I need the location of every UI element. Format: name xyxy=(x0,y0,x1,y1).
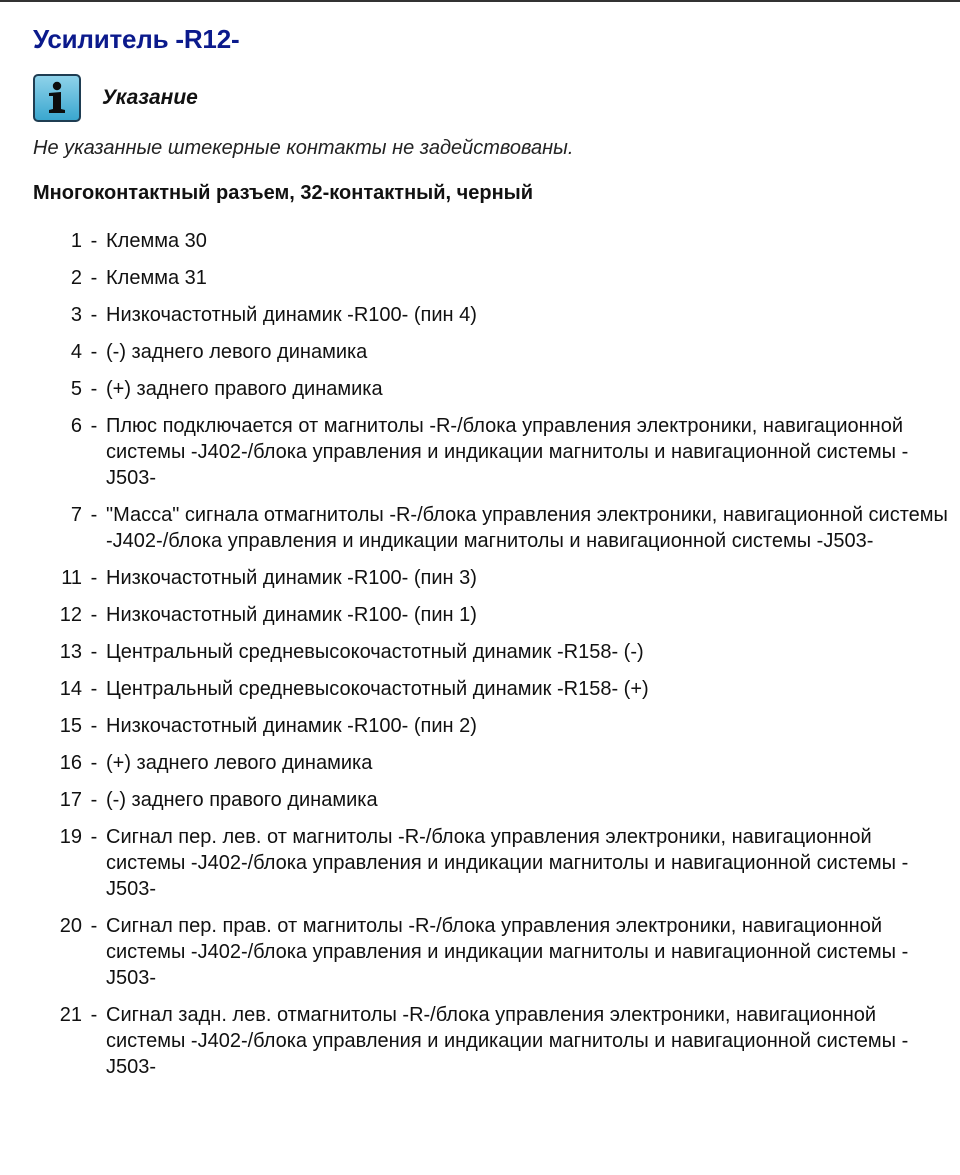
list-item xyxy=(0,376,960,402)
note-title: Указание xyxy=(102,86,198,109)
pin-dash: - xyxy=(90,752,98,774)
pin-number: 19 xyxy=(59,826,82,848)
pin-description: Низкочастотный динамик -R100- (пин 3) xyxy=(106,567,477,589)
pin-dash: - xyxy=(90,267,98,289)
pin-number: 16 xyxy=(59,752,82,774)
list-item xyxy=(0,265,960,291)
pin-number: 20 xyxy=(59,915,82,937)
pin-description: (+) заднего левого динамика xyxy=(106,752,373,774)
note-text: Не указанные штекерные контакты не задействованы. xyxy=(33,137,574,159)
pin-description: Клемма 31 xyxy=(106,267,207,289)
list-item xyxy=(0,228,960,254)
pin-description: Клемма 30 xyxy=(106,230,207,252)
pin-dash: - xyxy=(90,641,98,663)
pin-description: "Масса" сигнала отмагнитолы -R-/блока управления электроники, навигационной системы -J402-/блока управления и индикации магнитолы и навигационной системы -J503- xyxy=(106,504,948,552)
list-item xyxy=(0,824,960,902)
pin-description: Центральный средневысокочастотный динамик -R158- (+) xyxy=(106,678,649,700)
pin-number: 14 xyxy=(59,678,82,700)
note-header xyxy=(33,72,198,124)
pin-description: Сигнал задн. лев. отмагнитолы -R-/блока управления электроники, навигационной системы -J402-/блока управления и индикации магнитолы и навигационной системы -J503- xyxy=(106,1004,909,1078)
pin-number: 3 xyxy=(70,304,82,326)
info-icon xyxy=(33,74,81,122)
pin-dash: - xyxy=(90,567,98,589)
pin-dash: - xyxy=(90,789,98,811)
list-item xyxy=(0,602,960,628)
pin-dash: - xyxy=(90,826,98,848)
pin-number: 13 xyxy=(59,641,82,663)
pin-description: Низкочастотный динамик -R100- (пин 2) xyxy=(106,715,477,737)
pin-dash: - xyxy=(90,715,98,737)
pin-description: Низкочастотный динамик -R100- (пин 1) xyxy=(106,604,477,626)
list-item xyxy=(0,787,960,813)
list-item xyxy=(0,302,960,328)
list-item xyxy=(0,339,960,365)
list-item xyxy=(0,676,960,702)
list-item xyxy=(0,1002,960,1080)
pin-dash: - xyxy=(90,678,98,700)
list-item xyxy=(0,713,960,739)
pin-number: 2 xyxy=(70,267,82,289)
pin-number: 21 xyxy=(59,1004,82,1026)
pin-dash: - xyxy=(90,504,98,526)
pin-number: 11 xyxy=(61,567,82,589)
page-title: Усилитель -R12- xyxy=(33,24,240,54)
pin-dash: - xyxy=(90,378,98,400)
pin-description: Низкочастотный динамик -R100- (пин 4) xyxy=(106,304,477,326)
pin-description: Центральный средневысокочастотный динамик -R158- (-) xyxy=(106,641,644,663)
list-item xyxy=(0,639,960,665)
pin-number: 4 xyxy=(70,341,82,363)
pin-description: Плюс подключается от магнитолы -R-/блока управления электроники, навигационной системы -J402-/блока управления и индикации магнитолы и навигационной системы -J503- xyxy=(106,415,909,489)
pin-description: (-) заднего левого динамика xyxy=(106,341,368,363)
list-item xyxy=(0,913,960,991)
pin-number: 1 xyxy=(70,230,82,252)
pin-dash: - xyxy=(90,604,98,626)
pin-description: Сигнал пер. прав. от магнитолы -R-/блока управления электроники, навигационной системы -J402-/блока управления и индикации магнитолы и навигационной системы -J503- xyxy=(106,915,909,989)
list-item xyxy=(0,750,960,776)
pin-description: (+) заднего правого динамика xyxy=(106,378,383,400)
pin-list xyxy=(0,228,960,1091)
pin-number: 5 xyxy=(70,378,82,400)
pin-description: (-) заднего правого динамика xyxy=(106,789,378,811)
pin-dash: - xyxy=(90,304,98,326)
pin-dash: - xyxy=(90,415,98,437)
pin-dash: - xyxy=(90,915,98,937)
pin-number: 15 xyxy=(59,715,82,737)
pin-dash: - xyxy=(90,230,98,252)
pin-number: 6 xyxy=(70,415,82,437)
connector-title: Многоконтактный разъем, 32-контактный, черный xyxy=(33,182,534,204)
pin-number: 17 xyxy=(59,789,82,811)
list-item xyxy=(0,565,960,591)
list-item xyxy=(0,413,960,491)
pin-number: 7 xyxy=(70,504,82,526)
list-item xyxy=(0,502,960,554)
pin-dash: - xyxy=(90,1004,98,1026)
pin-dash: - xyxy=(90,341,98,363)
pin-number: 12 xyxy=(59,604,82,626)
pin-description: Сигнал пер. лев. от магнитолы -R-/блока управления электроники, навигационной системы -J402-/блока управления и индикации магнитолы и навигационной системы -J503- xyxy=(106,826,909,900)
